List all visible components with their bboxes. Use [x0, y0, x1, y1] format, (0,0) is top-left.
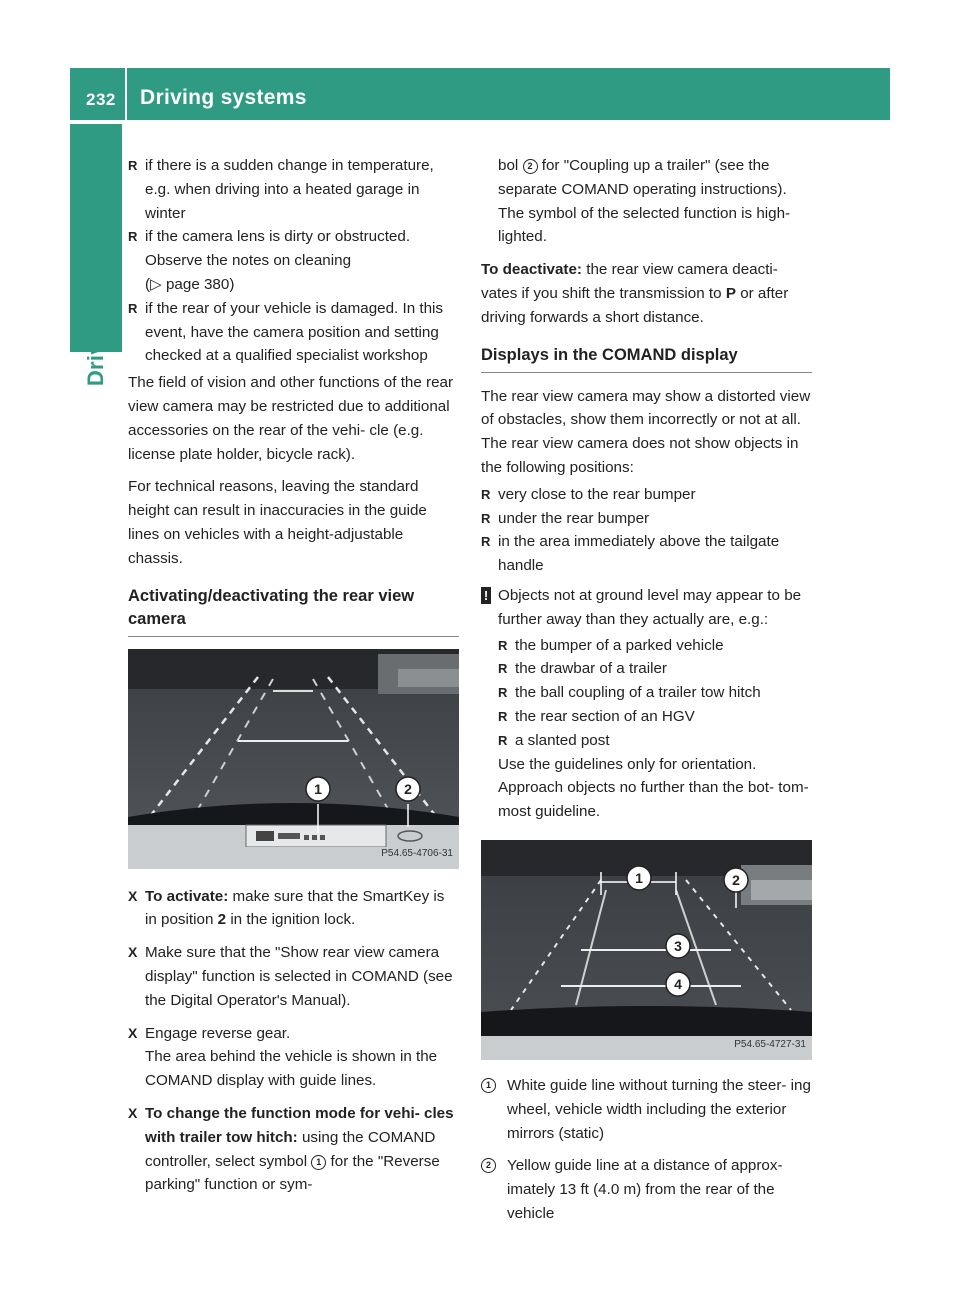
paragraph-text: for "Coupling up a trailer" (see the separate COMAND operating instructions). The symbol of the selected function is high- lighted.: [498, 157, 791, 246]
list-item: R a slanted post: [498, 729, 812, 753]
paragraph: The field of vision and other functions of the rear view camera may be restricted due to additional accessories on the rear of the vehi- cle (e.g. license plate holder, bicycle rack).: [128, 374, 454, 463]
paragraph: The rear view camera may show a distorted view of obstacles, show them incorrectly or not at all. The rear view camera does not show objects in the following positions:: [481, 387, 811, 476]
legend-item: [481, 1074, 812, 1145]
section-heading: Displays in the COMAND display: [481, 344, 812, 373]
instruction-step: [128, 1102, 459, 1197]
step-text: using the COMAND controller, select symbol: [145, 1128, 436, 1170]
page-reference-link[interactable]: page 380: [165, 275, 230, 293]
paragraph-text: bol: [498, 157, 519, 174]
svg-text:2: 2: [732, 871, 740, 888]
figure-code: P54.65-4706-31: [381, 847, 453, 859]
warning-icon: !: [481, 587, 491, 604]
list-item-text: if the camera lens is dirty or obstructed. Observe the notes on cleaning: [145, 228, 411, 270]
list-item: R under the rear bumper: [481, 507, 812, 531]
chapter-title: Driving systems: [140, 86, 307, 109]
figure-marker: [396, 777, 420, 801]
svg-text:4: 4: [674, 975, 682, 992]
list-item: R very close to the rear bumper: [481, 483, 812, 507]
legend-text: White guide line without turning the steer- ing wheel, vehicle width including the exterior mirrors (static): [507, 1076, 811, 1142]
step-text: for the "Reverse parking" function or sym-: [145, 1152, 440, 1194]
figure-marker: [724, 868, 748, 892]
figure-code: P54.65-4727-31: [734, 1039, 806, 1051]
header-divider: [125, 68, 127, 120]
rear-camera-figure-1: [128, 649, 459, 869]
key-position: 2: [217, 911, 227, 929]
legend-text: Yellow guide line at a distance of approx- imately 13 ft (4.0 m) from the rear of the vehicle: [507, 1157, 783, 1222]
instruction-step: [128, 885, 459, 933]
svg-text:1: 1: [635, 869, 643, 886]
figure-marker: [627, 866, 651, 890]
paragraph: [481, 154, 812, 249]
paragraph: For technical reasons, leaving the standard height can result in inaccuracies in the guide lines on vehicles with a height-adjustable chassis.: [128, 478, 427, 567]
list-item: R if there is a sudden change in temperature, e.g. when driving into a heated garage in winter: [128, 154, 459, 225]
list-item: R in the area immediately above the tailgate handle: [481, 530, 812, 578]
figure-marker: [666, 972, 690, 996]
step-text: Engage reverse gear.: [145, 1024, 291, 1042]
list-item: R if the rear of your vehicle is damaged. In this event, have the camera position and setting checked at a qualified specialist workshop: [128, 297, 459, 368]
step-text: make sure that the SmartKey is in position: [145, 887, 445, 929]
section-heading: Activating/deactivating the rear view camera: [128, 585, 459, 637]
list-item: R the bumper of a parked vehicle: [498, 634, 812, 658]
step-label: To change the function mode for vehi- cles with trailer tow hitch:: [145, 1104, 454, 1146]
svg-text:2: 2: [404, 780, 412, 797]
symbol-marker: 1: [311, 1155, 326, 1170]
side-tab: [66, 160, 126, 400]
list-item: R if the camera lens is dirty or obstructed. Observe the notes on cleaning (▷ page 380): [128, 225, 459, 296]
figure-marker: [306, 777, 330, 801]
page-ref-arrow-icon: ▷: [150, 275, 162, 293]
page-number: 232: [86, 90, 116, 109]
paragraph: [481, 258, 812, 329]
gear-position: P: [725, 284, 736, 302]
legend-item: [481, 1154, 812, 1225]
paragraph-text: or after driving forwards a short distance.: [481, 284, 789, 326]
rear-camera-figure-2: [481, 840, 812, 1060]
figure-marker: [666, 934, 690, 958]
step-text: The area behind the vehicle is shown in the COMAND display with guide lines.: [145, 1048, 438, 1090]
list-item: R the ball coupling of a trailer tow hitch: [498, 681, 812, 705]
list-item: R the drawbar of a trailer: [498, 657, 812, 681]
paragraph: Use the guidelines only for orientation. Approach objects no further than the bot- tom-most guideline.: [498, 755, 809, 821]
paragraph-text: the rear view camera deacti- vates if you shift the transmission to: [481, 261, 778, 302]
svg-text:1: 1: [314, 780, 322, 797]
legend-number: 2: [481, 1158, 496, 1173]
paragraph-label: To deactivate:: [481, 261, 582, 279]
svg-text:3: 3: [674, 937, 682, 954]
symbol-marker: 2: [523, 159, 538, 174]
left-column: [128, 154, 459, 1206]
list-item: R the rear section of an HGV: [498, 705, 812, 729]
side-tab-label: Driving and parking: [83, 173, 108, 387]
legend-number: 1: [481, 1078, 496, 1093]
instruction-step: X Make sure that the "Show rear view camera display" function is selected in COMAND (see the Digital Operator's Manual).: [128, 941, 459, 1012]
step-text: in the ignition lock.: [230, 911, 356, 929]
warning-text: Objects not at ground level may appear to be further away than they actually are, e.g.:: [498, 586, 802, 628]
instruction-step: [128, 1022, 459, 1093]
step-label: To activate:: [145, 887, 229, 905]
right-column: [481, 154, 812, 1235]
warning-note: [481, 584, 812, 632]
page-header: [70, 68, 890, 120]
